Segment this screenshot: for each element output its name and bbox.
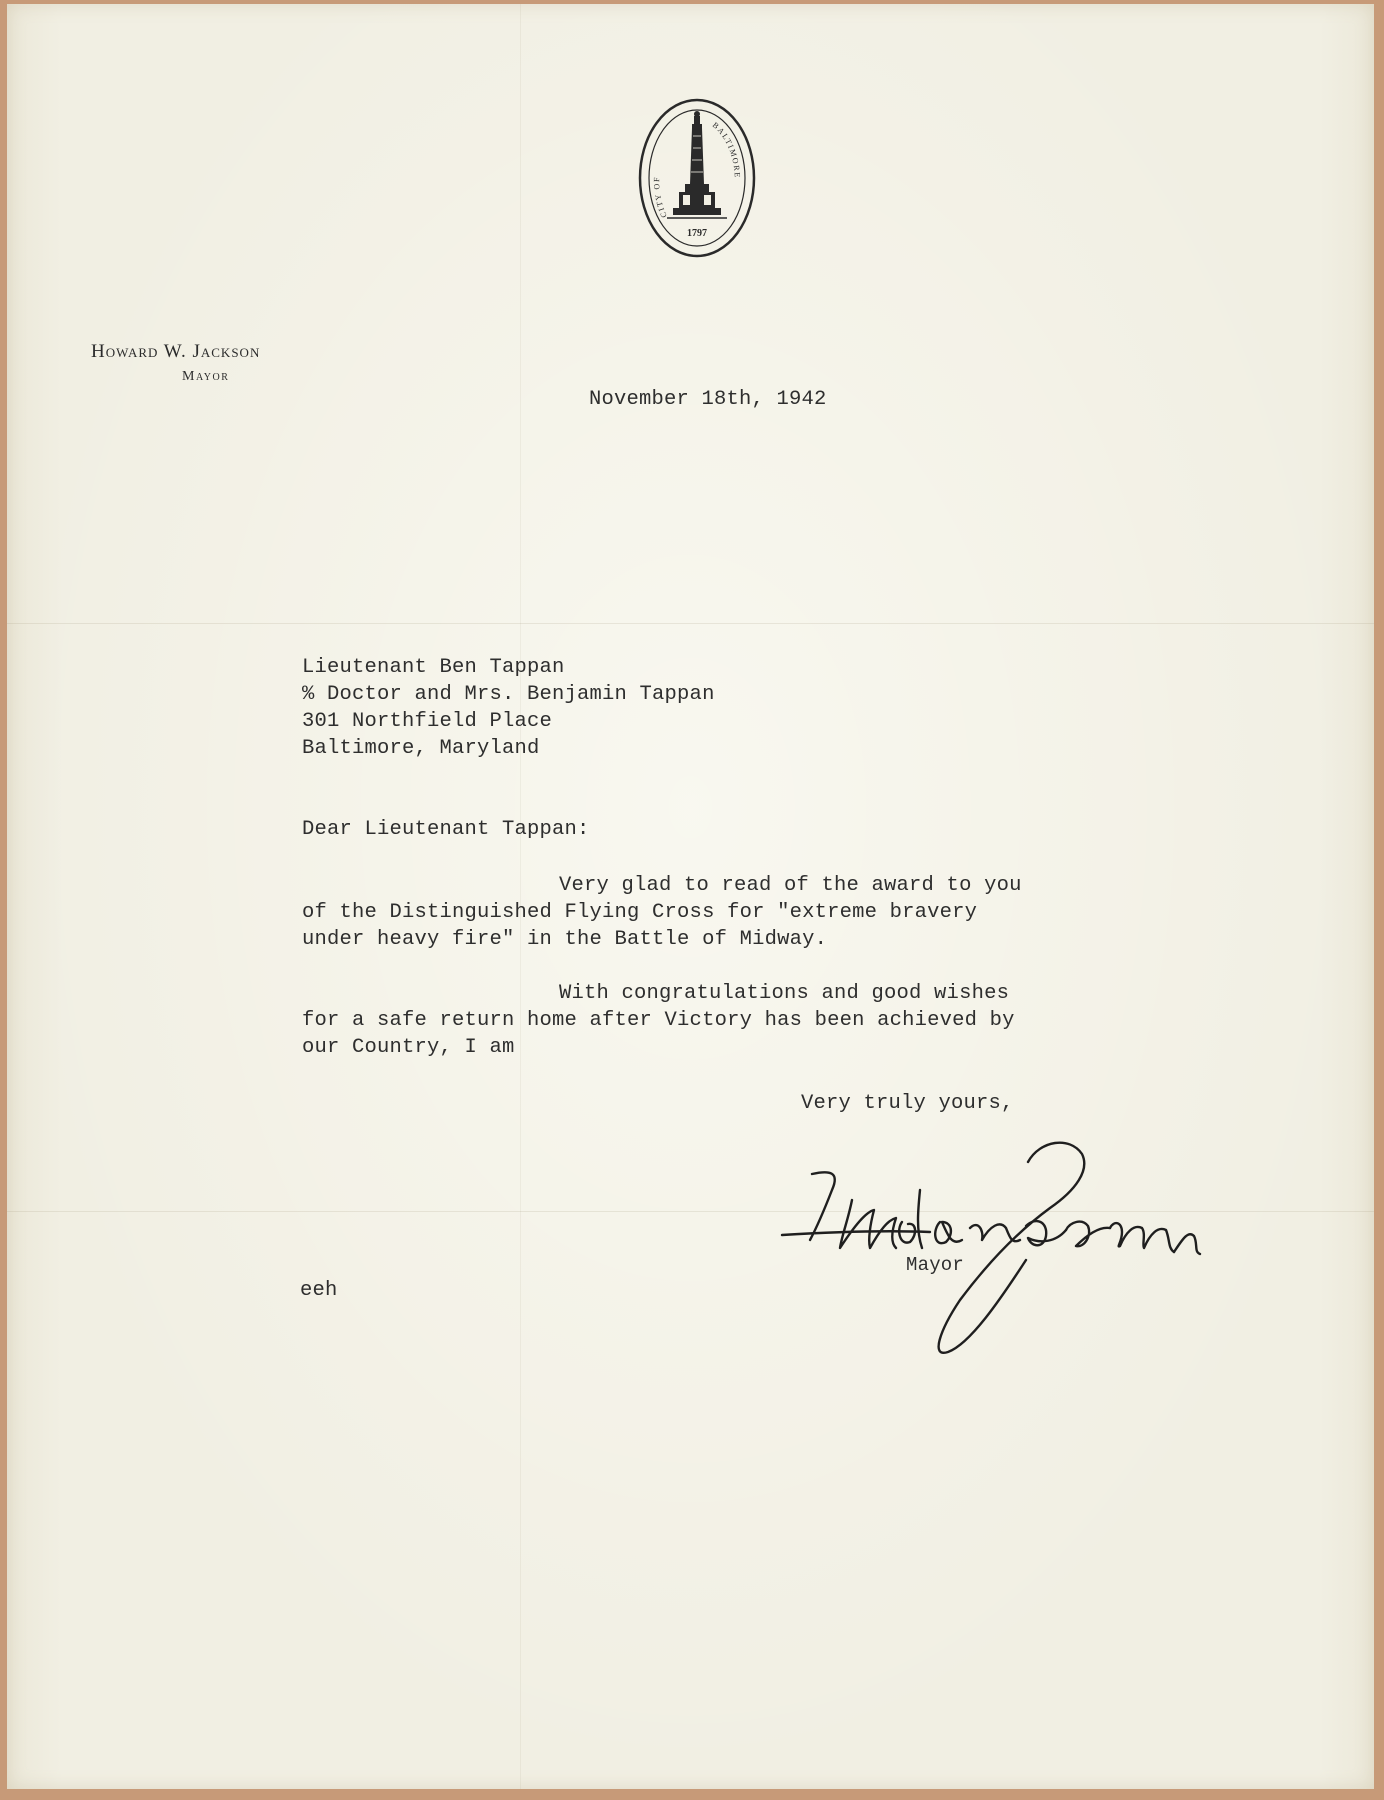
paragraph-line: under heavy fire" in the Battle of Midway. — [302, 928, 828, 951]
salutation: Dear Lieutenant Tappan: — [302, 818, 590, 841]
address-line: Lieutenant Ben Tappan — [302, 656, 565, 679]
paragraph-line: Very glad to read of the award to you — [559, 874, 1022, 897]
address-line: % Doctor and Mrs. Benjamin Tappan — [302, 683, 715, 706]
paragraph-line: of the Distinguished Flying Cross for "extreme bravery — [302, 901, 978, 924]
letter-date: November 18th, 1942 — [589, 388, 827, 411]
recipient-address — [302, 654, 715, 762]
letterhead-title: Mayor — [182, 369, 230, 384]
paragraph-line: our Country, I am — [302, 1036, 515, 1059]
handwritten-signature — [770, 1130, 1340, 1390]
svg-text:1797: 1797 — [687, 228, 707, 239]
svg-text:CITY OF: CITY OF — [652, 175, 669, 219]
body-paragraph — [302, 980, 1015, 1061]
fold-line — [7, 623, 1374, 624]
letterhead-name: Howard W. Jackson — [91, 341, 261, 362]
typist-initials: eeh — [300, 1279, 338, 1302]
complimentary-close: Very truly yours, — [801, 1092, 1014, 1115]
address-line: Baltimore, Maryland — [302, 737, 540, 760]
paragraph-line: With congratulations and good wishes — [559, 982, 1010, 1005]
paragraph-line: for a safe return home after Victory has been achieved by — [302, 1009, 1015, 1032]
svg-text:BALTIMORE: BALTIMORE — [710, 120, 742, 179]
address-line: 301 Northfield Place — [302, 710, 553, 733]
body-paragraph — [302, 872, 1022, 953]
city-seal — [637, 96, 757, 260]
signer-title: Mayor — [906, 1254, 965, 1276]
